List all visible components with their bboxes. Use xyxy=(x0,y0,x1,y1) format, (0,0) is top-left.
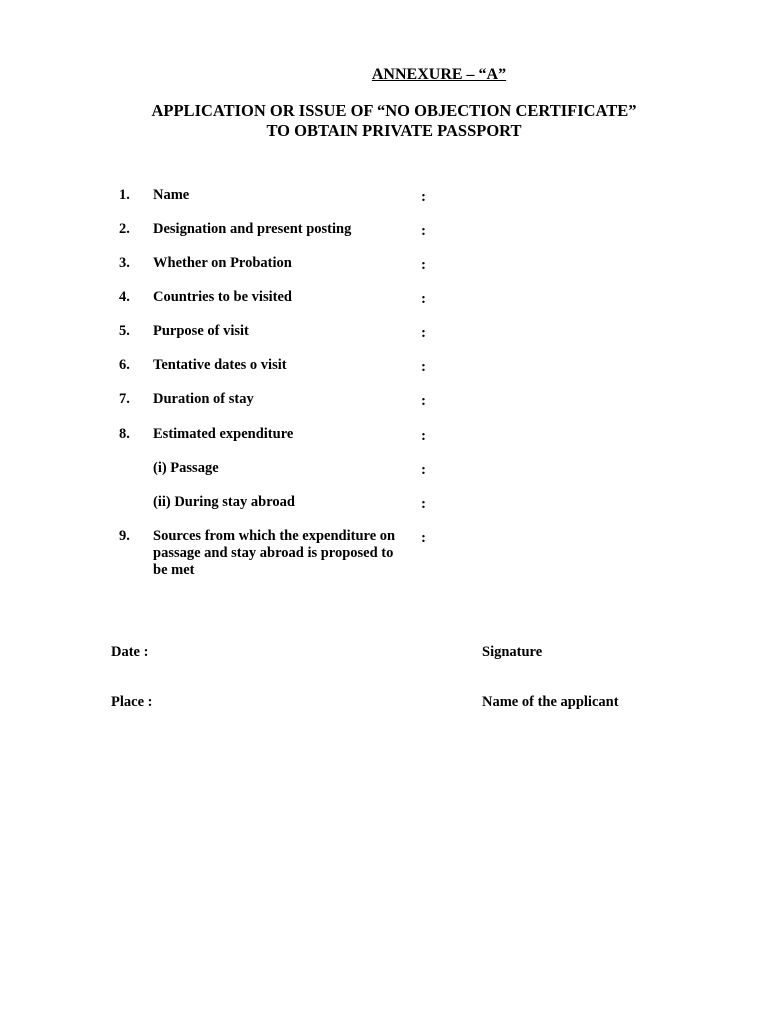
field-label: Countries to be visited xyxy=(153,289,292,305)
document-title xyxy=(0,101,768,141)
field-colon: : xyxy=(421,530,426,546)
field-number: 6. xyxy=(119,357,130,373)
field-label: Designation and present posting xyxy=(153,221,352,237)
field-colon: : xyxy=(421,325,426,341)
field-number: 3. xyxy=(119,255,130,271)
field-colon: : xyxy=(421,428,426,444)
field-number: 4. xyxy=(119,289,130,305)
field-colon: : xyxy=(421,291,426,307)
field-number: 1. xyxy=(119,187,130,203)
field-colon: : xyxy=(421,223,426,239)
title-line-2: TO OBTAIN PRIVATE PASSPORT xyxy=(266,121,522,140)
field-label: Tentative dates o visit xyxy=(153,357,287,373)
field-label: Name xyxy=(153,187,190,203)
field-label: Purpose of visit xyxy=(153,323,249,339)
field-colon: : xyxy=(421,189,426,205)
title-line-1: APPLICATION OR ISSUE OF “NO OBJECTION CERTIFICATE” xyxy=(151,101,637,120)
field-label: Duration of stay xyxy=(153,391,254,407)
field-number: 7. xyxy=(119,391,130,407)
field-label: Estimated expenditure xyxy=(153,426,294,442)
annexure-heading: ANNEXURE – “A” xyxy=(371,66,507,83)
field-number: 8. xyxy=(119,426,130,442)
applicant-name-label: Name of the applicant xyxy=(482,694,619,710)
field-number: 9. xyxy=(119,528,130,544)
field-colon: : xyxy=(421,462,426,478)
place-label: Place : xyxy=(111,694,153,710)
field-label: (ii) During stay abroad xyxy=(153,494,295,510)
field-colon: : xyxy=(421,257,426,273)
signature-label: Signature xyxy=(482,644,543,660)
field-label: (i) Passage xyxy=(153,460,219,476)
field-number: 2. xyxy=(119,221,130,237)
field-colon: : xyxy=(421,393,426,409)
field-number: 5. xyxy=(119,323,130,339)
field-colon: : xyxy=(421,496,426,512)
field-label: Sources from which the expenditure on passage and stay abroad is proposed to be met xyxy=(153,528,396,578)
field-label: Whether on Probation xyxy=(153,255,292,271)
date-label: Date : xyxy=(111,644,149,660)
field-colon: : xyxy=(421,359,426,375)
